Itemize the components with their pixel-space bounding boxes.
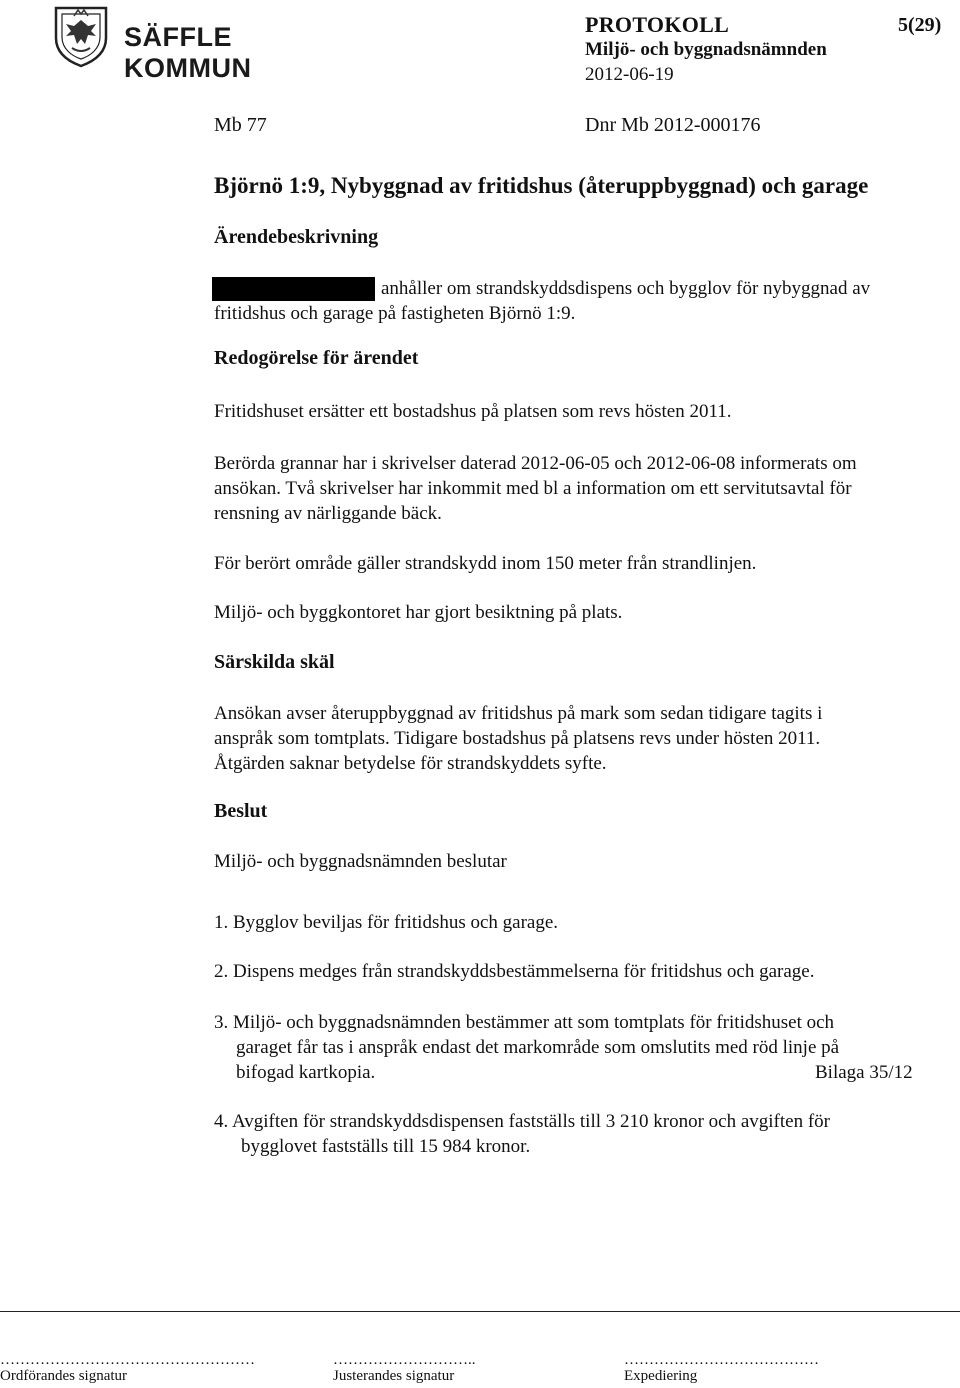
municipality-name: SÄFFLE KOMMUN: [124, 22, 252, 83]
coat-of-arms-icon: [52, 4, 110, 68]
redogorelse-paragraph-2-line-1: Berörda grannar har i skrivelser daterad 2012-06-05 och 2012-06-08 informerats om: [214, 453, 857, 474]
bilaga-reference: Bilaga 35/12: [815, 1062, 913, 1083]
municipality-logo: [52, 4, 362, 83]
meeting-date: 2012-06-19: [585, 64, 674, 85]
redogorelse-paragraph-3: För berört område gäller strandskydd inom 150 meter från strandlinjen.: [214, 553, 757, 574]
signature-line-1: ……………………………………………: [0, 1352, 255, 1368]
heading-arendebeskrivning: Ärendebeskrivning: [214, 226, 379, 248]
beslut-item-4-line-1: 4. Avgiften för strandskyddsdispensen fastställs till 3 210 kronor och avgiften för: [214, 1111, 830, 1132]
sarskilda-line-1: Ansökan avser återuppbyggnad av fritidshus på mark som sedan tidigare tagits i: [214, 703, 823, 724]
signature-line-2: ………………………..: [333, 1352, 476, 1368]
redogorelse-paragraph-2-line-2: ansökan. Två skrivelser har inkommit med bl a information om ett servitutsavtal för: [214, 478, 852, 499]
redacted-name: [212, 277, 375, 301]
dispatch-label: Expediering: [624, 1368, 698, 1384]
heading-sarskilda-skal: Särskilda skäl: [214, 651, 335, 673]
paragraph-number: Mb 77: [214, 114, 267, 136]
adjuster-signature-label: Justerandes signatur: [333, 1368, 455, 1384]
beslut-intro: Miljö- och byggnadsnämnden beslutar: [214, 851, 507, 872]
page-number: 5(29): [898, 14, 942, 36]
beslut-item-3-line-2: garaget får tas i anspråk endast det markområde som omslutits med röd linje på: [236, 1037, 840, 1058]
document-type: PROTOKOLL: [585, 12, 730, 37]
beslut-item-3-line-1: 3. Miljö- och byggnadsnämnden bestämmer att som tomtplats för fritidshuset och: [214, 1012, 835, 1033]
heading-beslut: Beslut: [214, 800, 268, 822]
arende-line-2: fritidshus och garage på fastigheten Björnö 1:9.: [214, 303, 576, 324]
beslut-item-2: 2. Dispens medges från strandskyddsbestämmelserna för fritidshus och garage.: [214, 961, 815, 982]
beslut-item-4-line-2: bygglovet fastställs till 15 984 kronor.: [241, 1136, 531, 1157]
arende-line-1: anhåller om strandskyddsdispens och bygglov för nybyggnad av: [381, 278, 871, 299]
footer-divider: [0, 1311, 960, 1312]
sarskilda-line-3: Åtgärden saknar betydelse för strandskyddets syfte.: [214, 753, 607, 774]
beslut-item-3-line-3: bifogad kartkopia.: [236, 1062, 376, 1083]
committee-name: Miljö- och byggnadsnämnden: [585, 39, 827, 60]
sarskilda-line-2: anspråk som tomtplats. Tidigare bostadshus på platsens revs under hösten 2011.: [214, 728, 821, 749]
redogorelse-paragraph-2-line-3: rensning av närliggande bäck.: [214, 503, 442, 524]
chair-signature-label: Ordförandes signatur: [0, 1368, 128, 1384]
diary-number: Dnr Mb 2012-000176: [585, 114, 761, 136]
redogorelse-paragraph-1: Fritidshuset ersätter ett bostadshus på platsen som revs hösten 2011.: [214, 401, 732, 422]
signature-line-3: …………………………………: [624, 1352, 819, 1368]
beslut-item-1: 1. Bygglov beviljas för fritidshus och garage.: [214, 912, 559, 933]
heading-redogorelse: Redogörelse för ärendet: [214, 347, 419, 369]
redogorelse-paragraph-4: Miljö- och byggkontoret har gjort besiktning på plats.: [214, 602, 623, 623]
case-title: Björnö 1:9, Nybyggnad av fritidshus (återuppbyggnad) och garage: [214, 173, 869, 198]
